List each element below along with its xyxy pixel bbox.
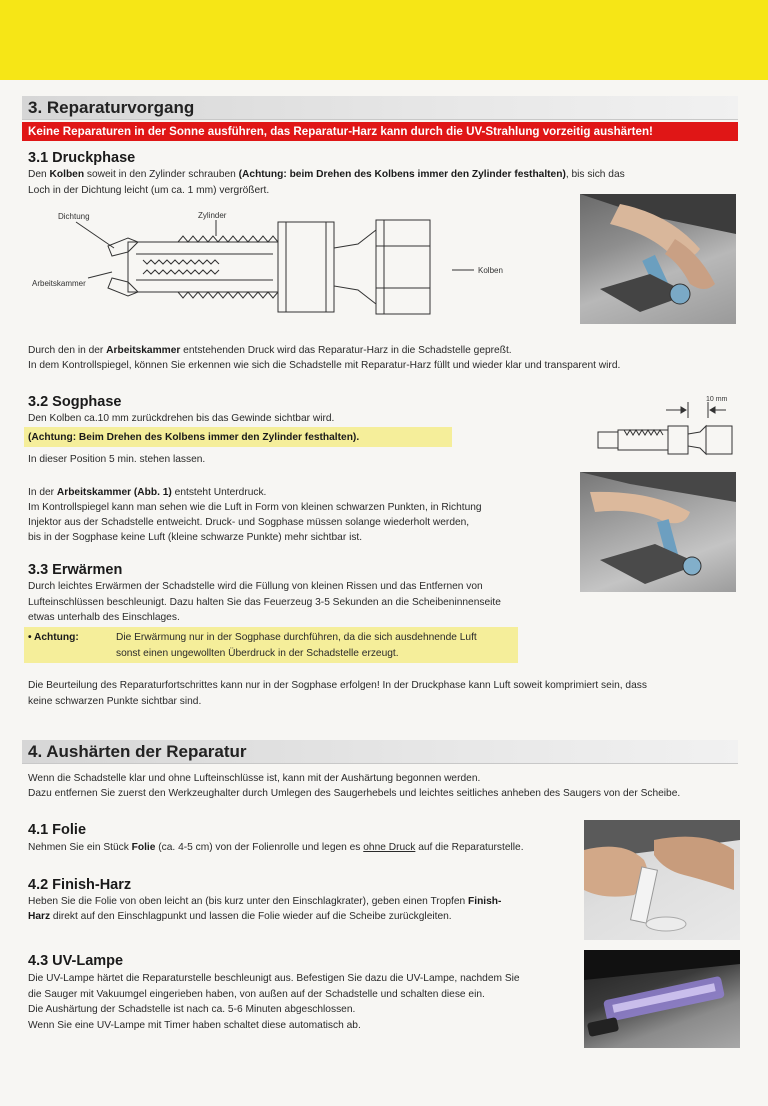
- s4-line1: Wenn die Schadstelle klar und ohne Lufteinschlüsse ist, kann mit der Aushärtung begonnen werden.: [28, 773, 481, 784]
- photo-uv-lampe: [584, 950, 740, 1048]
- section-4-title: 4. Aushärten der Reparatur: [28, 742, 247, 761]
- s33-note-label: • Achtung:: [28, 632, 79, 643]
- injector-diagram: [28, 208, 548, 326]
- s32-p1a: In der: [28, 487, 57, 498]
- s42-c: Harz: [28, 911, 51, 922]
- s32-p1b: Arbeitskammer (Abb. 1): [56, 487, 172, 498]
- s31-a1a: Durch den in der: [28, 345, 107, 356]
- s32-line1: Den Kolben ca.10 mm zurückdrehen bis das Gewinde sichtbar wird.: [28, 413, 335, 424]
- leader-arbeitskammer: [88, 272, 112, 278]
- s31-t1a: Den: [28, 169, 50, 180]
- threads-bottom: [178, 292, 278, 298]
- seal-lower: [108, 278, 138, 296]
- photo-uv-lampe-art: [584, 950, 740, 1048]
- s43-line3: Die Aushärtung der Schadstelle ist nach ca. 5-6 Minuten abgeschlossen.: [28, 1004, 356, 1015]
- heading-4-2: 4.2 Finish-Harz: [28, 877, 132, 893]
- small-piston: [706, 426, 732, 454]
- small-collar: [668, 426, 688, 454]
- s42-line1: [28, 894, 501, 909]
- piston-neck: [334, 230, 376, 304]
- label-dichtung: Dichtung: [58, 212, 90, 221]
- s42-d: direkt auf den Einschlagpunkt und lassen die Folie wieder auf die Scheibe zurückgleiten.: [50, 911, 452, 922]
- s31-after-line2: In dem Kontrollspiegel, können Sie erkennen wie sich die Schadstelle mit Reparatur-Harz füllt und wieder klar und transparent wird.: [28, 360, 621, 371]
- s33-final-line1: Die Beurteilung des Reparaturfortschrittes kann nur in der Sogphase erfolgen! In der Druckphase kann Luft soweit komprimiert sein, dass: [28, 680, 647, 691]
- small-seal: [598, 432, 618, 448]
- section-3-header: [22, 96, 738, 120]
- s32-para2: Im Kontrollspiegel kann man sehen wie die Luft in Form von kleinen schwarzen Punkten, in Richtung: [28, 502, 482, 513]
- s33-line3: etwas unterhalb des Einschlages.: [28, 612, 180, 623]
- s33-line2: Lufteinschlüssen beschleunigt. Dazu halten Sie das Feuerzeug 3-5 Sekunden an die Scheibeninnenseite: [28, 597, 501, 608]
- heading-3-3: 3.3 Erwärmen: [28, 562, 123, 578]
- dim-label: 10 mm: [706, 396, 728, 403]
- cylinder-body: [128, 242, 278, 292]
- s33-line1: Durch leichtes Erwärmen der Schadstelle wird die Füllung von kleinen Rissen und das Entfernen von: [28, 581, 483, 592]
- s31-text-line1: [28, 167, 625, 182]
- s31-t1b: Kolben: [49, 169, 85, 180]
- s31-text-line2: Loch in der Dichtung leicht (um ca. 1 mm) vergrößert.: [28, 185, 270, 196]
- threads-top: [178, 236, 278, 242]
- inner-threads-bottom: [143, 270, 219, 274]
- s33-note-line2: sonst einen ungewollten Überdruck in der Schadstelle erzeugt.: [116, 648, 399, 659]
- s43-line4: Wenn Sie eine UV-Lampe mit Timer haben schaltet diese automatisch ab.: [28, 1020, 361, 1031]
- heading-4-1: 4.1 Folie: [28, 822, 87, 838]
- s32-para4: bis in der Sogphase keine Luft (kleine schwarze Punkte) mehr sichtbar ist.: [28, 532, 363, 543]
- s41-text: [28, 840, 524, 855]
- s32-p1c: entsteht Unterdruck.: [171, 487, 267, 498]
- s41-c: (ca. 4-5 cm) von der Folienrolle und legen es: [155, 842, 364, 853]
- s31-t1d: (Achtung: beim Drehen des Kolbens immer den Zylinder festhalten): [238, 169, 566, 180]
- photo-sogphase: [580, 472, 736, 592]
- s43-line1: Die UV-Lampe härtet die Reparaturstelle beschleunigt aus. Befestigen Sie dazu die UV-Lampe, nachdem Sie: [28, 973, 520, 984]
- s41-d: ohne Druck: [363, 842, 416, 853]
- s32-para1: [28, 485, 266, 500]
- sun-warning-banner: Keine Reparaturen in der Sonne ausführen, das Reparatur-Harz kann durch die UV-Strahlung vorzeitig aushärten!: [22, 122, 738, 141]
- photo-druckphase-art: [580, 194, 736, 324]
- s31-t1e: , bis sich das: [565, 169, 625, 180]
- s4-line2: Dazu entfernen Sie zuerst den Werkzeughalter durch Umlegen des Saugerhebels und leichtes seitliches anheben des Saugers von der Scheibe.: [28, 788, 681, 799]
- photo-druckphase: [580, 194, 736, 324]
- s32-para3: Injektor aus der Schadstelle entweicht. Druck- und Sogphase müssen solange wiederholt werden,: [28, 517, 470, 528]
- heading-4-3: 4.3 UV-Lampe: [28, 953, 124, 969]
- s31-a1b: Arbeitskammer: [106, 345, 181, 356]
- s32-line3: In dieser Position 5 min. stehen lassen.: [28, 454, 206, 465]
- inner-threads-top: [143, 260, 219, 264]
- photo-folie: [584, 820, 740, 940]
- label-zylinder: Zylinder: [198, 211, 227, 220]
- s41-a: Nehmen Sie ein Stück: [28, 842, 132, 853]
- s33-final-line2: keine schwarzen Punkte sichtbar sind.: [28, 696, 202, 707]
- label-kolben: Kolben: [478, 266, 503, 275]
- header-band: [0, 0, 768, 80]
- heading-3-1: 3.1 Druckphase: [28, 150, 136, 166]
- s42-line2: [28, 909, 452, 924]
- s41-e: auf die Reparaturstelle.: [415, 842, 524, 853]
- photo-sogphase-art: [580, 472, 736, 592]
- s32-highlight-text: (Achtung: Beim Drehen des Kolbens immer den Zylinder festhalten).: [28, 432, 360, 443]
- s42-a: Heben Sie die Folie von oben leicht an (bis kurz unter den Einschlagkrater), geben einen Tropfen: [28, 896, 469, 907]
- s42-b: Finish-: [468, 896, 502, 907]
- heading-3-2: 3.2 Sogphase: [28, 394, 122, 410]
- s43-line2: die Sauger mit Vakuumgel eingerieben haben, von außen auf der Schadstelle und schalten diese ein.: [28, 989, 485, 1000]
- s41-b: Folie: [131, 842, 156, 853]
- s33-note-line1: Die Erwärmung nur in der Sogphase durchführen, da die sich ausdehnende Luft: [116, 632, 477, 643]
- s31-a1c: entstehenden Druck wird das Reparatur-Harz in die Schadstelle gepreßt.: [180, 345, 512, 356]
- leader-dichtung: [76, 222, 114, 248]
- label-arbeitskammer: Arbeitskammer: [32, 279, 86, 288]
- section-4-header: [22, 740, 738, 764]
- s31-after-line1: [28, 343, 512, 358]
- s31-t1c: soweit in den Zylinder schrauben: [84, 169, 239, 180]
- sogphase-diagram: [588, 392, 738, 458]
- section-3-title: 3. Reparaturvorgang: [28, 98, 195, 117]
- photo-folie-art: [584, 820, 740, 940]
